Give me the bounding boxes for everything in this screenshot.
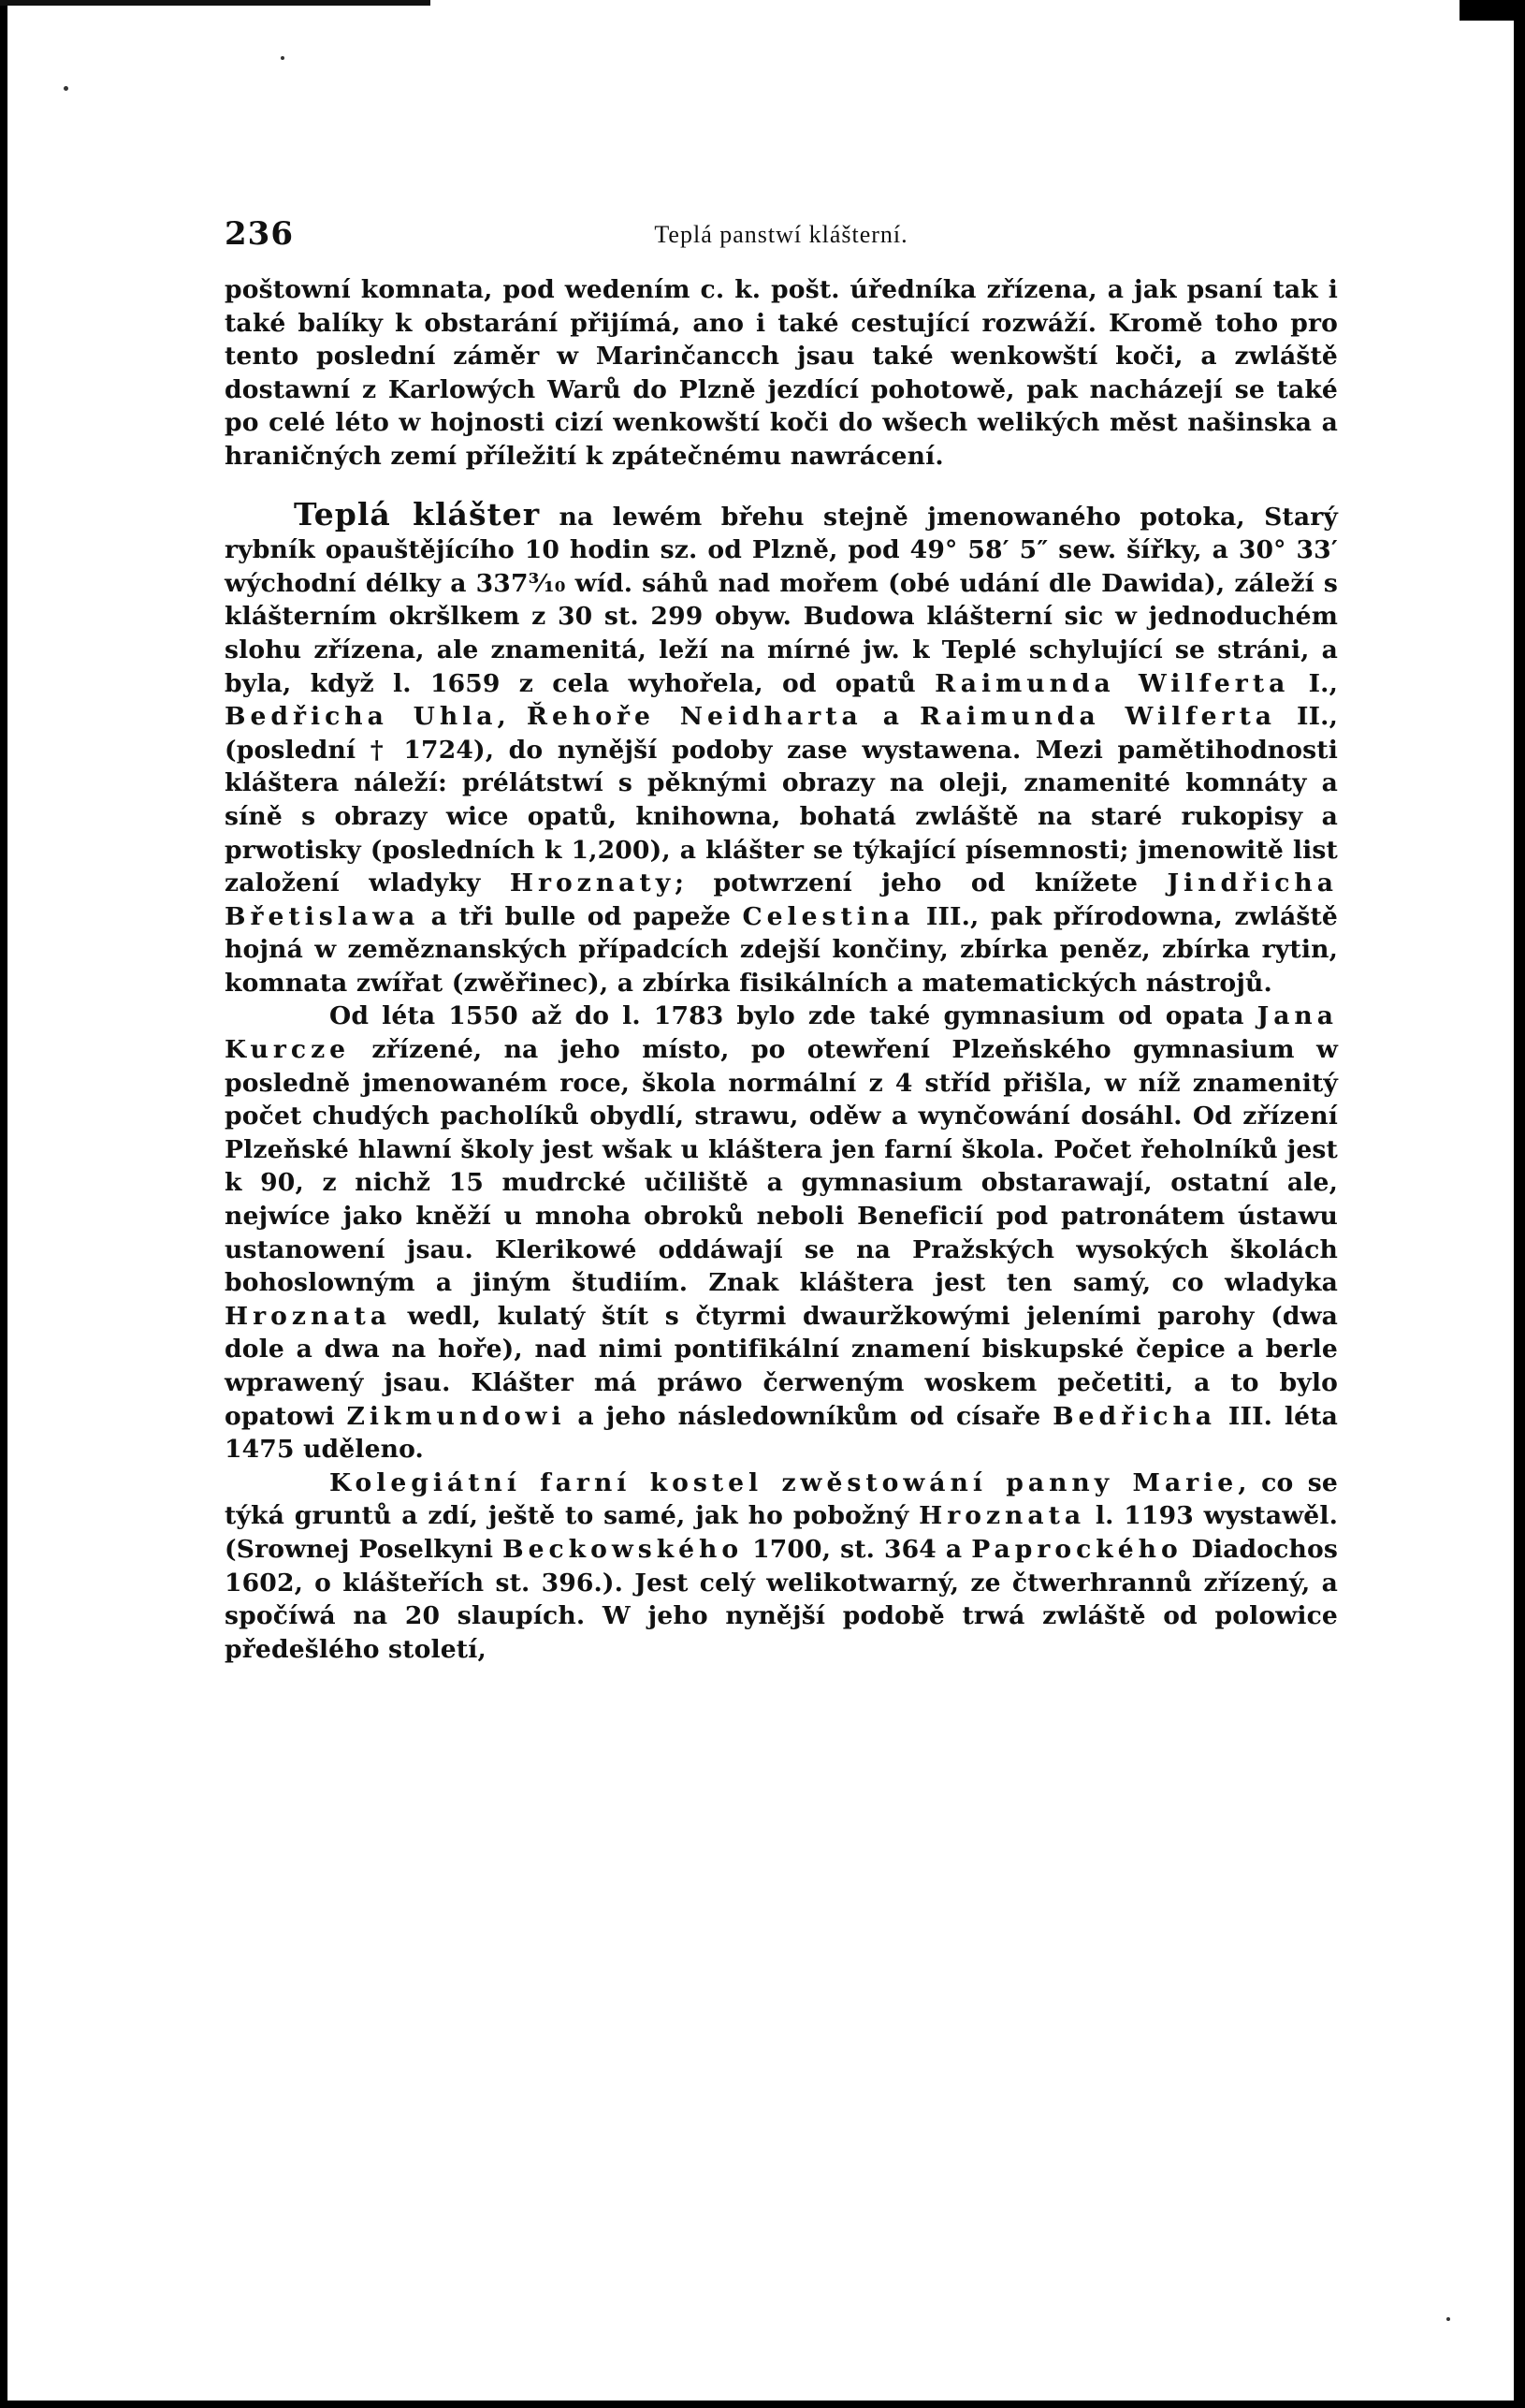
person-name: Raimunda Wilferta [920,702,1277,732]
text-run: wedl, kulatý štít s čtyrmi dwauržkowými jeleními parohy (dwa dole a dwa na hoře), nad nimi pontifikální znamení biskupské čepice a berle wprawený jsau. Klášter má práwo čerweným woskem pečetiti, a to bylo opatowi [225,1301,1338,1431]
person-name: Hroznata [919,1501,1086,1531]
paragraph-continuation: poštowní komnata, pod wedením c. k. pošt. úředníka zřízena, a jak psaní tak i také balíky k obstarání přijímá, ano i také cestující rozwáží. Kromě toho pro tento poslední záměr w Marinčancch jsau také wenkowští koči, a zwláště dostawní z Karlowých Warů do Plzně jezdící pohotowě, pak nacházejí se také po celé léto w hojnosti cizí wenkowští koči do wšech welikých měst našinska a hraničných zemí příležití k zpátečnému nawrácení. [225,275,1338,471]
scan-speck [64,86,68,91]
scan-border-left [0,0,7,2408]
person-name: Jana Kurcze [225,1001,1338,1065]
text-run: 1700, st. 364 a [743,1534,972,1564]
text-run: zřízené, na jeho místo, po otewření Plzeňského gymnasium w posledně jmenowaném roce, škola normální z 4 stříd přišla, w níž znamenitý počet chudých pacholíků obydlí, strawu, oděw a wynčowání dosáhl. Od zřízení Plzeňské hlawní školy jest wšak u kláštera jen farní škola. Počet řeholníků jest k 90, z nichž 15 mudrcké učiliště a gymnasium obstarawají, ostatní ale, nejwíce jako kněží u mnoha obroků neboli Beneficií pod patronátem ústawu ustanowení jsau. Klerikowé oddáwají se na Pražských wysokých školách bohoslowným a jiným študiím. Znak kláštera jest ten samý, co wladyka [225,1035,1338,1298]
section-heading: Teplá klášter [294,495,541,533]
paragraph-gymnasium [225,1000,1338,1466]
running-head: Teplá panstwí klášterní. [654,221,908,248]
scan-speck [281,56,284,60]
text-run: Od léta 1550 až do l. 1783 bylo zde také gymnasium od opata [329,1001,1257,1031]
person-name: Paprockého [971,1534,1183,1564]
text-run: , [497,702,527,732]
paragraph-kostel [225,1467,1338,1667]
person-name: Hroznaty [509,868,675,898]
text-run: Diadochos 1602, o klášteřích st. 396.). Jest celý welikotwarný, ze čtwerhrannů zřízený, a spočíwá na 20 slaupích. W jeho nynější podobě trwá zwláště od polowice předešlého století, [225,1534,1338,1664]
text-run: a [862,702,921,732]
page-header [225,215,1338,262]
text-run: l. 1193 wystawěl. (Srownej Poselkyni [225,1501,1338,1564]
scan-border-bottom [0,2401,1525,2408]
paragraph-tepla-klaster [225,495,1339,1000]
person-name: Hroznata [225,1301,392,1331]
person-name: Raimunda Wilferta [935,668,1290,698]
book-page [225,215,1338,1666]
text-run: III., pak přírodowna, zwláště hojná w zeměznanských případcích zdejší končiny, zbírka peněz, zbírka rytin, komnata zwířat (zwěřinec), a zbírka fisikálních a matematických nástrojů. [225,901,1338,998]
person-name: Bedřicha Uhla [225,702,498,732]
text-run: I., [1289,668,1338,698]
person-name: Celestina [742,901,915,931]
body-text [225,273,1338,1666]
scan-border-right [1514,0,1525,2408]
person-name: Bedřicha [1053,1401,1217,1431]
person-name: Beckowského [502,1534,744,1564]
person-name: Zikmundowi [346,1401,566,1431]
text-run: III. léta 1475 uděleno. [225,1401,1338,1465]
text-run: II., (poslední † 1724), do nynější podoby zase wystawena. Mezi pamětihodnosti kláštera náleží: prélátstwí s pěknými obrazy na oleji, znamenité komnáty a síně s obrazy wice opatů, knihowna, bohatá zwláště na staré rukopisy a prwotisky (posledních k 1,200), a klášter se týkající písemnosti; jmenowitě list založení wladyky [225,702,1338,898]
scan-border-top [0,0,430,6]
text-run: a tři bulle od papeže [419,901,743,931]
person-name: Řehoře Neidharta [526,702,863,732]
page-number: 236 [225,215,294,253]
church-name: Kolegiátní farní kostel zwěstowání panny Marie [329,1467,1239,1497]
scan-speck [1446,2317,1450,2321]
person-name: Jindřicha Břetislawa [225,868,1339,931]
text-run: a jeho následowníkům od císaře [565,1401,1053,1431]
text-run: na lewém břehu stejně jmenowaného potoka, Starý rybník opauštějícího 10 hodin sz. od Plzně, pod 49° 58′ 5″ sew. šířky, a 30° 33′ wýchodní délky a 337³⁄₁₀ wíd. sáhů nad mořem (obé udání dle Dawida), záleží s klášterním okršlkem z 30 st. 299 obyw. Budowa klášterní sic w jednoduchém slohu zřízena, ale znamenitá, leží na mírné jw. k Teplé schylující se stráni, a byla, když l. 1659 z cela wyhořela, od opatů [225,502,1338,698]
text-run: , co se týká gruntů a zdí, ještě to samé, jak ho pobožný [225,1467,1338,1531]
text-run: ; potwrzení jeho od knížete [675,868,1168,898]
